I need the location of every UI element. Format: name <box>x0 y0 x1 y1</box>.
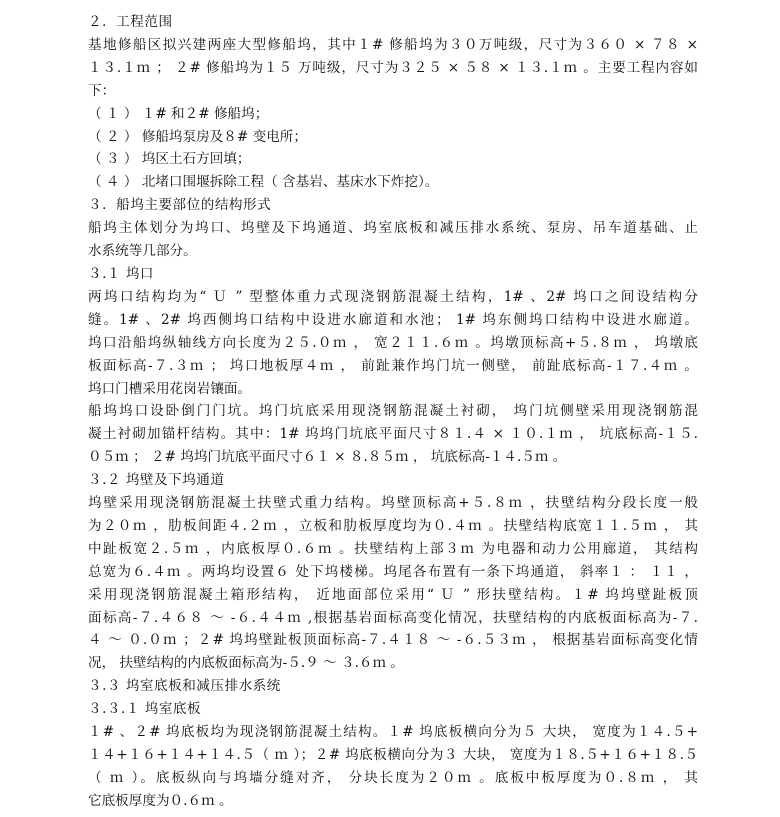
paragraph-line: 基地修船区拟兴建两座大型修船坞，其中１# 修船坞为３０万吨级，尺寸为３６０ × ７８ × <box>88 36 698 53</box>
paragraph-line: 为２０ｍ ，肋板间距４.２ｍ ，立板和肋板厚度均为０.４ｍ 。扶壁结构底宽１１.５ｍ ， 其 <box>88 517 698 534</box>
paragraph-line: ０５ｍ ； ２# 坞坞门坑底平面尺寸６１ × ８.８５ｍ ， 坑底标高-１４.５ｍ 。 <box>88 449 567 466</box>
paragraph-line: 总宽为６.４ｍ 。两坞均设置６ 处下坞楼梯。坞尾各布置有一条下坞通道， 斜率１ ： １１ ， <box>88 563 698 580</box>
list-item: （ ３ ） 坞区土石方回填； <box>88 151 251 168</box>
paragraph-line: 凝土衬砌加锚杆结构。其中：1# 坞坞门坑底平面尺寸８１.４ × １０.１ｍ ， 坑底标高-１５. <box>88 426 698 443</box>
list-item: （ ４ ） 北堵口围堰拆除工程（ 含基岩、基床水下炸挖）。 <box>88 174 439 191</box>
paragraph-line: 坞口沿船坞纵轴线方向长度为２５.０ｍ ， 宽２１１.６ｍ 。坞墩顶标高+５.８ｍ ， 坞墩底 <box>88 334 698 351</box>
paragraph-line: 船坞主体划分为坞口、坞壁及下坞通道、坞室底板和减压排水系统、泵房、吊车道基础、止 <box>88 220 698 237</box>
paragraph-line: １４+１６+１４+１４.５（ ｍ ）；２# 坞底板横向分为３ 大块， 宽度为１８.５+１６+１８.５ <box>88 747 698 763</box>
paragraph-line: 下： <box>88 82 116 99</box>
section-heading-structure: ３．船坞主要部位的结构形式 <box>88 197 272 214</box>
paragraph-line: 坞壁采用现浇钢筋混凝土扶壁式重力结构。坞壁顶标高+５.８ｍ ，扶壁结构分段长度一般 <box>88 495 698 512</box>
paragraph-line: 板面标高-７.３ｍ ； 坞口地板厚４ｍ ， 前趾兼作坞门坑一侧壁， 前趾底标高-１７.４ｍ 。 <box>88 357 698 374</box>
paragraph-line: 船坞坞口设卧倒门门坑。坞门坑底采用现浇钢筋混凝土衬砌， 坞门坑侧壁采用现浇钢筋混 <box>88 403 698 420</box>
subsection-heading-floor-slab: ３.３.１ 坞室底板 <box>88 701 202 718</box>
paragraph-line: 缝。1# 、2# 坞西侧坞口结构中设进水廊道和水池； 1# 坞东侧坞口结构中设进水廊道。 <box>88 311 698 328</box>
paragraph-line: １# 、２# 坞底板均为现浇钢筋混凝土结构。１# 坞底板横向分为５ 大块， 宽度为１４.５+ <box>88 724 698 741</box>
paragraph-line: 中趾板宽２.５ｍ ，内底板厚０.６ｍ 。扶壁结构上部３ｍ 为电器和动力公用廊道， 其结构 <box>88 540 698 557</box>
paragraph-line: 两坞口结构均为“ Ｕ ” 型整体重力式现浇钢筋混凝土结构，1# 、2# 坞口之间设结构分 <box>88 288 698 305</box>
subsection-heading-floor-drainage: ３.３ 坞室底板和减压排水系统 <box>88 678 281 695</box>
paragraph-line: １３.１ｍ ； ２# 修船坞为１５ 万吨级，尺寸为３２５ × ５８ × １３.１ｍ 。主要工程内容如 <box>88 59 698 76</box>
paragraph-line: 它底板厚度为０.６ｍ 。 <box>88 792 233 809</box>
section-heading-scope: ２．工程范围 <box>88 14 173 30</box>
paragraph-line: 水系统等几部分。 <box>88 243 197 260</box>
list-item: （ １ ） １# 和２# 修船坞； <box>88 105 269 122</box>
subsection-heading-dock-wall: ３.２ 坞壁及下坞通道 <box>88 472 225 489</box>
paragraph-line: 坞口门槽采用花岗岩镶面。 <box>88 380 252 397</box>
paragraph-line: ４ ～ ０.０ｍ ；２# 坞坞壁趾板顶面标高-７.４１８ ～ -６.５３ｍ ， 根据基岩面标高变化情 <box>88 632 698 649</box>
paragraph-line: 采用现浇钢筋混凝土箱形结构， 近地面部位采用“ Ｕ ” 形扶壁结构。１# 坞坞壁趾板顶 <box>88 586 698 603</box>
list-item: （ ２ ） 修船坞泵房及８# 变电所； <box>88 128 307 145</box>
subsection-heading-dock-entrance: ３.１ 坞口 <box>88 265 155 282</box>
paragraph-line: 面标高-７.４６８ ～ -６.４４ｍ ,根据基岩面标高变化情况，扶壁结构的内底板面标高为-７. <box>88 609 698 626</box>
paragraph-line: 况， 扶壁结构的内底板面标高为-５.９ ～ ３.６ｍ 。 <box>88 655 404 672</box>
paragraph-line: （ ｍ ）。底板纵向与坞墙分缝对齐， 分块长度为２０ｍ 。底板中板厚度为０.８ｍ ， 其 <box>88 769 698 786</box>
